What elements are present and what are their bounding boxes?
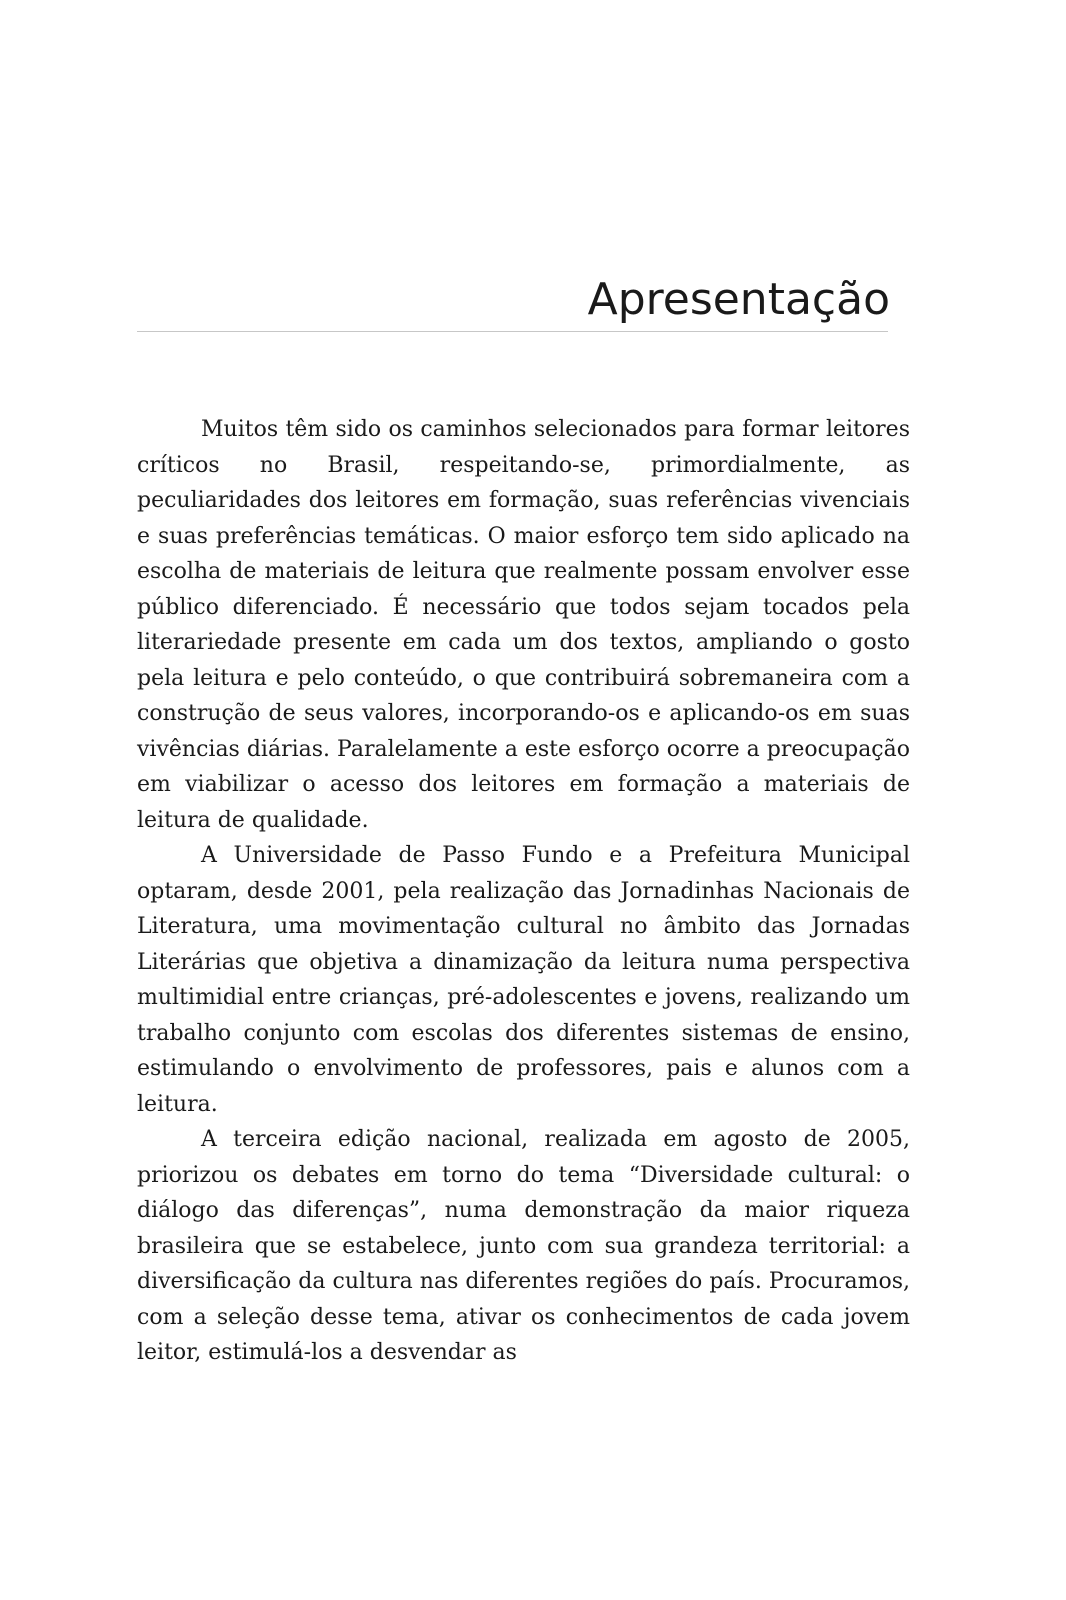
body-text — [137, 412, 910, 1371]
paragraph-1: Muitos têm sido os caminhos selecionados para formar leitores críticos no Brasil, respeitando-se, primordialmente, as peculiaridades dos leitores em formação, suas referências vivenciais e suas preferências temáticas. O maior esforço tem sido aplicado na escolha de materiais de leitura que realmente possam envolver esse público diferenciado. É necessário que todos sejam tocados pela literariedade presente em cada um dos textos, ampliando o gosto pela leitura e pelo conteúdo, o que contribuirá sobremaneira com a construção de seus valores, incorporando-os e aplicando-os em suas vivências diárias. Paralelamente a este esforço ocorre a preocupação em viabilizar o acesso dos leitores em formação a materiais de leitura de qualidade. — [137, 417, 910, 833]
paragraph-3: A terceira edição nacional, realizada em agosto de 2005, priorizou os debates em torno do tema “Diversidade cultural: o diálogo das diferenças”, numa demonstração da maior riqueza brasileira que se estabelece, junto com sua grandeza territorial: a diversificação da cultura nas diferentes regiões do país. Procuramos, com a seleção desse tema, ativar os conhecimentos de cada jovem leitor, estimulá-los a desvendar as — [137, 1127, 910, 1365]
chapter-title: Apresentação — [587, 274, 890, 325]
title-divider — [137, 331, 888, 332]
paragraph-2: A Universidade de Passo Fundo e a Prefeitura Municipal optaram, desde 2001, pela realização das Jornadinhas Nacionais de Literatura, uma movimentação cultural no âmbito das Jornadas Literárias que objetiva a dinamização da leitura numa perspectiva multimidial entre crianças, pré-adolescentes e jovens, realizando um trabalho conjunto com escolas dos diferentes sistemas de ensino, estimulando o envolvimento de professores, pais e alunos com a leitura. — [137, 843, 910, 1117]
